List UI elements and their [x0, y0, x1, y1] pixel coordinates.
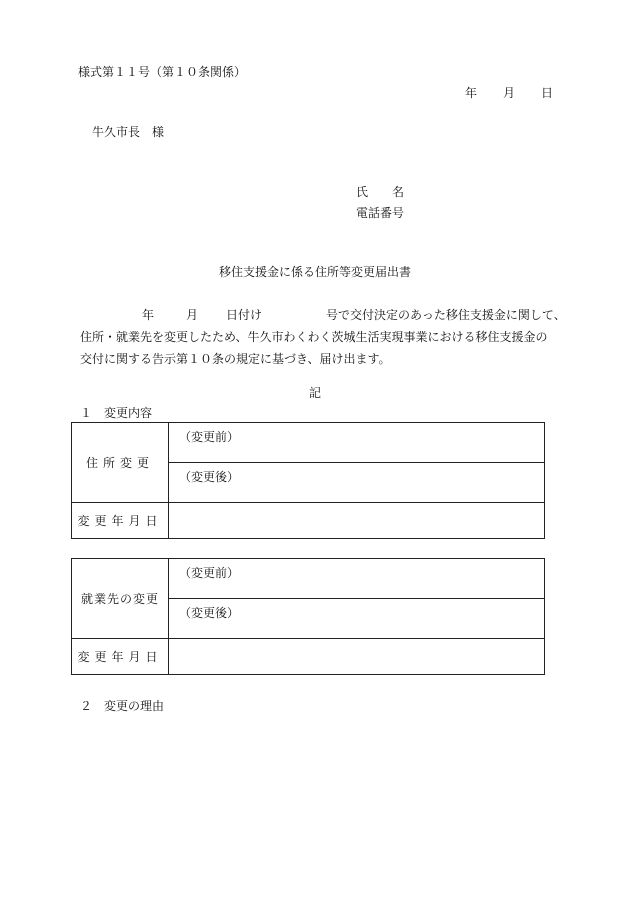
- address-change-label: 住所変更: [72, 423, 169, 503]
- work-before-cell[interactable]: （変更前）: [169, 559, 545, 599]
- body-dated: 日付け: [226, 308, 263, 322]
- section-2-title: 変更の理由: [104, 699, 165, 713]
- date-line: [465, 87, 553, 99]
- applicant-phone-label: 電話番号: [356, 206, 405, 220]
- section-1-number: １: [80, 406, 93, 420]
- work-change-date-label: 変更年月日: [72, 639, 169, 675]
- body-line-1-rest: 号で交付決定のあった移住支援金に関して、: [326, 308, 566, 322]
- work-change-date-cell[interactable]: [169, 639, 545, 675]
- date-day-label: 日: [541, 86, 554, 100]
- body-paragraph: [80, 304, 566, 370]
- addressee: 牛久市長 様: [92, 125, 165, 139]
- address-after-cell[interactable]: （変更後）: [169, 463, 545, 503]
- address-before-cell[interactable]: （変更前）: [169, 423, 545, 463]
- address-change-date-cell[interactable]: [169, 503, 545, 539]
- address-change-table: [71, 422, 545, 539]
- document-title: 移住支援金に係る住所等変更届出書: [218, 265, 411, 279]
- section-2-number: ２: [80, 699, 93, 713]
- body-year: 年: [142, 308, 155, 322]
- body-line-1: [80, 304, 566, 326]
- ki-heading: 記: [308, 386, 321, 400]
- body-line-3: 交付に関する告示第１０条の規定に基づき、届け出ます。: [80, 352, 391, 366]
- body-line-2: 住所・就業先を変更したため、牛久市わくわく茨城生活実現事業における移住支援金の: [80, 330, 548, 344]
- section-1-heading: [80, 407, 152, 419]
- form-number: 様式第１１号（第１０条関係）: [78, 65, 247, 79]
- section-1-title: 変更内容: [104, 406, 153, 420]
- work-change-label: 就業先の変更: [72, 559, 169, 639]
- work-change-table: [71, 558, 545, 675]
- body-month: 月: [186, 308, 199, 322]
- work-after-cell[interactable]: （変更後）: [169, 599, 545, 639]
- address-change-date-label: 変更年月日: [72, 503, 169, 539]
- date-year-label: 年: [465, 86, 478, 100]
- date-month-label: 月: [503, 86, 516, 100]
- section-2-heading: [80, 700, 164, 712]
- applicant-name-label: 氏 名: [356, 185, 405, 199]
